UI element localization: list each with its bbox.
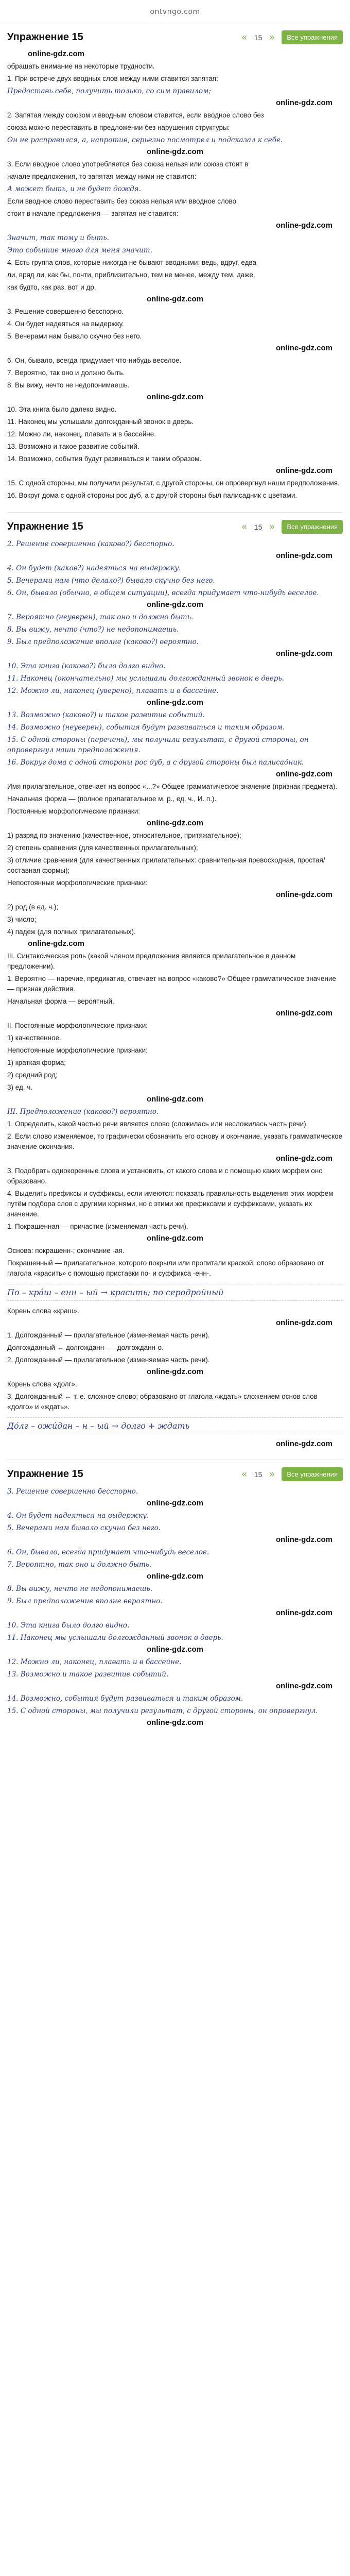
text-line: 4. Он будет надеяться на выдержку. [7, 320, 124, 328]
handwritten-line: 12. Можно ли, наконец, плавать и в бассейне. [7, 1658, 182, 1666]
text-line: Корень слова «краш». [7, 1307, 79, 1315]
watermark: online-gdz.com [276, 890, 332, 899]
handwritten-line: 13. Возможно (каково?) и такое развитие событий. [7, 711, 205, 719]
watermark: online-gdz.com [276, 1535, 332, 1544]
handwritten-line: 6. Он, бывало (обычно, в общем ситуации), всегда придумает что-нибудь веселое. [7, 589, 319, 597]
text-line: 2. Запятая между союзом и вводным словом ставится, если вводное слово без [7, 111, 264, 119]
handwritten-line: 5. Вечерами нам бывало скучно без него. [7, 1524, 161, 1532]
page-number: 15 [254, 1470, 262, 1479]
handwritten-line: 14. Возможно (неуверен), события будут развиваться и таким образом. [7, 723, 285, 732]
text-line: 3. Подобрать однокоренные слова и установить, от какого слова и с помощью каких морфем оно образовано. [7, 1167, 323, 1185]
handwritten-line: 5. Вечерами нам (что делало?) бывало скучно без него. [7, 577, 215, 585]
watermark: online-gdz.com [276, 221, 332, 230]
all-exercises-button[interactable]: Все упражнения [282, 1467, 343, 1481]
watermark: online-gdz.com [147, 295, 203, 303]
page-number: 15 [254, 522, 262, 531]
section-header [7, 1467, 343, 1481]
watermark: online-gdz.com [276, 466, 332, 475]
watermark: online-gdz.com [147, 698, 203, 707]
all-exercises-button[interactable]: Все упражнения [282, 30, 343, 44]
text-line: 12. Можно ли, наконец, плавать и в бассейне. [7, 430, 156, 438]
handwritten-line: 6. Он, бывало, всегда придумает что-нибудь веселое. [7, 1548, 209, 1556]
text-line: ли, вряд ли, как бы, почти, приблизительно, тем не менее, между тем, даже, [7, 271, 255, 279]
text-line: 3) отличие сравнения (для качественных прилагательных: сравнительная превосходная, простая/составная формы); [7, 856, 325, 874]
handwritten-line: 3. Решение совершенно бесспорно. [7, 1487, 138, 1496]
text-line: 1. Определить, какой частью речи является слово (сложилась или несложилась часть речи). [7, 1120, 308, 1128]
section-header [7, 520, 343, 534]
prev-arrow-icon[interactable]: « [241, 1469, 247, 1479]
morpheme-diagram [7, 1417, 343, 1434]
watermark: online-gdz.com [147, 1095, 203, 1104]
handwritten-line: 8. Вы вижу, нечто (что?) не недопонимаешь. [7, 625, 179, 634]
watermark: online-gdz.com [147, 1499, 203, 1507]
text-line: 3) число; [7, 916, 37, 923]
handwritten-line: 9. Был предположение вполне вероятно. [7, 1597, 163, 1605]
text-line: 1) разряд по значению (качественное, относительное, притяжательное); [7, 832, 241, 839]
handwritten-line: Значит, так тому и быть. [7, 234, 109, 242]
section-header [7, 30, 343, 44]
text-line: 11. Наконец мы услышали долгожданный звонок в дверь. [7, 418, 194, 426]
handwritten-line: 9. Был предположение вполне (каково?) вероятно. [7, 638, 199, 646]
handwritten-line: 14. Возможно, события будут развиваться и таким образом. [7, 1694, 243, 1703]
text-line: Непостоянные морфологические признаки: [7, 879, 148, 887]
text-line: 3. Решение совершенно бесспорно. [7, 308, 124, 315]
handwritten-line: 12. Можно ли, наконец (уверено), плавать и в бассейне. [7, 687, 219, 695]
text-line: как будто, как раз, вот и др. [7, 283, 96, 291]
text-line: 8. Вы вижу, нечто не недопонимаешь. [7, 381, 130, 389]
page-title: Упражнение 15 [7, 31, 83, 43]
text-line: 7. Вероятно, так оно и должно быть. [7, 369, 125, 377]
pagination [242, 520, 343, 534]
pagination [242, 1467, 343, 1481]
diagram-row: До́лг – ожи́дан – н – ый → долго + ждать [7, 1421, 190, 1431]
watermark: online-gdz.com [276, 649, 332, 658]
prev-arrow-icon[interactable]: « [241, 521, 247, 532]
exercise-section-3 [7, 1467, 343, 1727]
main-content [0, 24, 350, 1727]
text-line: 4) падеж (для полных прилагательных). [7, 928, 136, 936]
text-line: 16. Вокруг дома с одной стороны рос дуб, а с другой стороны был палисадник с цветами. [7, 492, 297, 499]
watermark: online-gdz.com [147, 147, 203, 156]
text-line: 1. Покрашенная — причастие (изменяемая часть речи). [7, 1223, 188, 1230]
handwritten-line: 8. Вы вижу, нечто не недопонимаешь. [7, 1585, 152, 1593]
text-line: 14. Возможно, события будут развиваться и таким образом. [7, 455, 202, 463]
text-line: 1. Вероятно — наречие, предикатив, отвечает на вопрос «каково?» Общее грамматическое значение — признак действия. [7, 975, 336, 993]
text-line: союза можно переставить в предложении без нарушения структуры: [7, 124, 230, 131]
text-line: Покрашенный — прилагательное, которого покрыли или пропитали краской; слово образовано от глагола «красить» с помощью приставки по- и суффикса -енн-. [7, 1259, 324, 1277]
text-line: Основа: покрашенн-; окончание -ая. [7, 1247, 125, 1255]
page-title: Упражнение 15 [7, 1468, 83, 1480]
morpheme-diagram [7, 1284, 343, 1301]
watermark: online-gdz.com [276, 344, 332, 352]
handwritten-line: 7. Вероятно, так оно и должно быть. [7, 1561, 152, 1569]
watermark: online-gdz.com [276, 98, 332, 107]
watermark: online-gdz.com [276, 1608, 332, 1617]
handwritten-line: Предоставь себе, получить только, со сим правилом; [7, 87, 211, 95]
handwritten-line: А может быть, и не будет дождя. [7, 185, 141, 193]
exercise-section-2 [7, 520, 343, 1448]
text-line: III. Синтаксическая роль (какой членом предложения является прилагательное в данном предложении). [7, 952, 296, 970]
watermark: online-gdz.com [276, 770, 332, 778]
next-arrow-icon[interactable]: » [269, 1469, 275, 1479]
handwritten-line: 11. Наконец (окончательно) мы услышали долгожданный звонок в дверь. [7, 674, 284, 683]
text-line: стоит в начале предложения — запятая не ставится: [7, 210, 179, 217]
text-line: Имя прилагательное, отвечает на вопрос «...?» Общее грамматическое значение (признак предмета). [7, 783, 338, 790]
next-arrow-icon[interactable]: » [269, 32, 275, 42]
handwritten-line: 10. Эта книга (каково?) было долго видно. [7, 662, 166, 670]
watermark: online-gdz.com [276, 1154, 332, 1163]
text-line: 2) степень сравнения (для качественных прилагательных); [7, 844, 198, 852]
handwritten-line: 4. Он будет надеяться на выдержку. [7, 1512, 149, 1520]
text-line: 4. Есть группа слов, которые никогда не бывают вводными: ведь, вдруг, едва [7, 259, 256, 266]
handwritten-line: 7. Вероятно (неуверен), так оно и должно быть. [7, 613, 194, 621]
watermark: online-gdz.com [147, 1572, 203, 1581]
text-line: 5. Вечерами нам бывало скучно без него. [7, 332, 142, 340]
pagination [242, 30, 343, 44]
text-line: 2) средний род; [7, 1071, 58, 1079]
watermark: online-gdz.com [276, 1682, 332, 1690]
text-line: Если вводное слово переставить без союза нельзя или вводное слово [7, 197, 237, 205]
divider [7, 512, 343, 513]
handwritten-line: 13. Возможно и такое развитие событий. [7, 1670, 169, 1679]
top-bar [0, 0, 350, 24]
text-line: 1) краткая форма; [7, 1059, 66, 1066]
handwritten-line: Он не расправился, а, напротив, серьезно посмотрел и подсказал к себе. [7, 136, 283, 144]
handwritten-line: Это событие много для меня значит. [7, 246, 152, 255]
page-number: 15 [254, 33, 262, 42]
text-line: 1) качественное. [7, 1034, 61, 1042]
text-line: 2. Долгожданный — прилагательное (изменяемая часть речи). [7, 1356, 210, 1364]
watermark: online-gdz.com [147, 1234, 203, 1243]
handwritten-line: 10. Эта книга было долго видно. [7, 1621, 130, 1630]
text-line: II. Постоянные морфологические признаки: [7, 1022, 148, 1029]
all-exercises-button[interactable]: Все упражнения [282, 520, 343, 534]
text-line: обращать внимание на некоторые трудности. [7, 62, 155, 70]
text-line: 1. Долгожданный — прилагательное (изменяемая часть речи). [7, 1331, 210, 1339]
watermark: online-gdz.com [28, 49, 84, 58]
page-title: Упражнение 15 [7, 521, 83, 532]
handwritten-line: 15. С одной стороны (перечень), мы получили результат, с другой стороны, он опровергнул наши предположения. [7, 736, 309, 754]
watermark: online-gdz.com [28, 939, 84, 948]
diagram-row: По – кра́ш – енн – ый → красить; по серодройный [7, 1287, 224, 1297]
prev-arrow-icon[interactable]: « [241, 32, 247, 42]
text-line: 15. С одной стороны, мы получили результат, с другой стороны, он опровергнул наши предположения. [7, 479, 340, 487]
watermark: online-gdz.com [276, 1439, 332, 1448]
text-line: начале предложения, то запятая между ними не ставится: [7, 173, 197, 180]
watermark: online-gdz.com [276, 1009, 332, 1018]
text-line: Постоянные морфологические признаки: [7, 807, 141, 815]
text-line: Начальная форма — (полное прилагательное м. р., ед. ч., И. п.). [7, 795, 217, 803]
handwritten-line: 11. Наконец мы услышали долгожданный звонок в дверь. [7, 1634, 223, 1642]
text-line: 3. Долгожданный ← т. е. сложное слово; образовано от глагола «ждать» сложением основ слов «долго» и «ждать». [7, 1393, 318, 1411]
watermark: online-gdz.com [276, 1318, 332, 1327]
watermark: online-gdz.com [147, 1367, 203, 1376]
text-line: 13. Возможно и такое развитие событий. [7, 443, 139, 450]
text-line: 1. При встрече двух вводных слов между ними ставится запятая: [7, 75, 218, 82]
watermark: online-gdz.com [147, 819, 203, 827]
text-line: 2) род (в ед. ч.); [7, 903, 59, 911]
text-line: 3. Если вводное слово употребляется без союза нельзя или союза стоит в [7, 160, 249, 168]
text-line: 3) ед. ч. [7, 1083, 33, 1091]
watermark: online-gdz.com [147, 600, 203, 609]
text-line: 4. Выделить префиксы и суффиксы, если имеются: показать правильность выделения этих морфем путём подбора слов с другими корнями, но с этими же префиксами и суффиксами, указать их значение. [7, 1190, 334, 1218]
handwritten-line: III. Предположение (каково?) вероятно. [7, 1108, 159, 1116]
watermark: online-gdz.com [147, 1645, 203, 1654]
text-line: 6. Он, бывало, всегда придумает что-нибудь веселое. [7, 357, 182, 364]
text-line: 2. Если слово изменяемое, то графически обозначить его основу и окончание, указать грамматическое значение окончания. [7, 1132, 343, 1150]
watermark: online-gdz.com [276, 551, 332, 560]
text-line: Долгожданный ← долгожданн- — долгожданн-о. [7, 1344, 164, 1351]
text-line: Корень слова «долг». [7, 1380, 77, 1388]
watermark: online-gdz.com [147, 1718, 203, 1727]
text-line: Начальная форма — вероятный. [7, 997, 114, 1005]
handwritten-line: 4. Он будет (каков?) надеяться на выдержку. [7, 564, 181, 572]
site-logo[interactable]: ontvngo.com [150, 8, 200, 16]
handwritten-line: 16. Вокруг дома с одной стороны рос дуб, а с другой стороны был палисадник. [7, 758, 304, 767]
handwritten-line: 2. Решение совершенно (каково?) бесспорно. [7, 540, 174, 548]
text-line: Непостоянные морфологические признаки: [7, 1046, 148, 1054]
next-arrow-icon[interactable]: » [269, 521, 275, 532]
handwritten-line: 15. С одной стороны, мы получили результат, с другой стороны, он опровергнул. [7, 1707, 318, 1715]
watermark: online-gdz.com [147, 393, 203, 401]
exercise-section-1 [7, 30, 343, 501]
text-line: 10. Эта книга было далеко видно. [7, 405, 117, 413]
